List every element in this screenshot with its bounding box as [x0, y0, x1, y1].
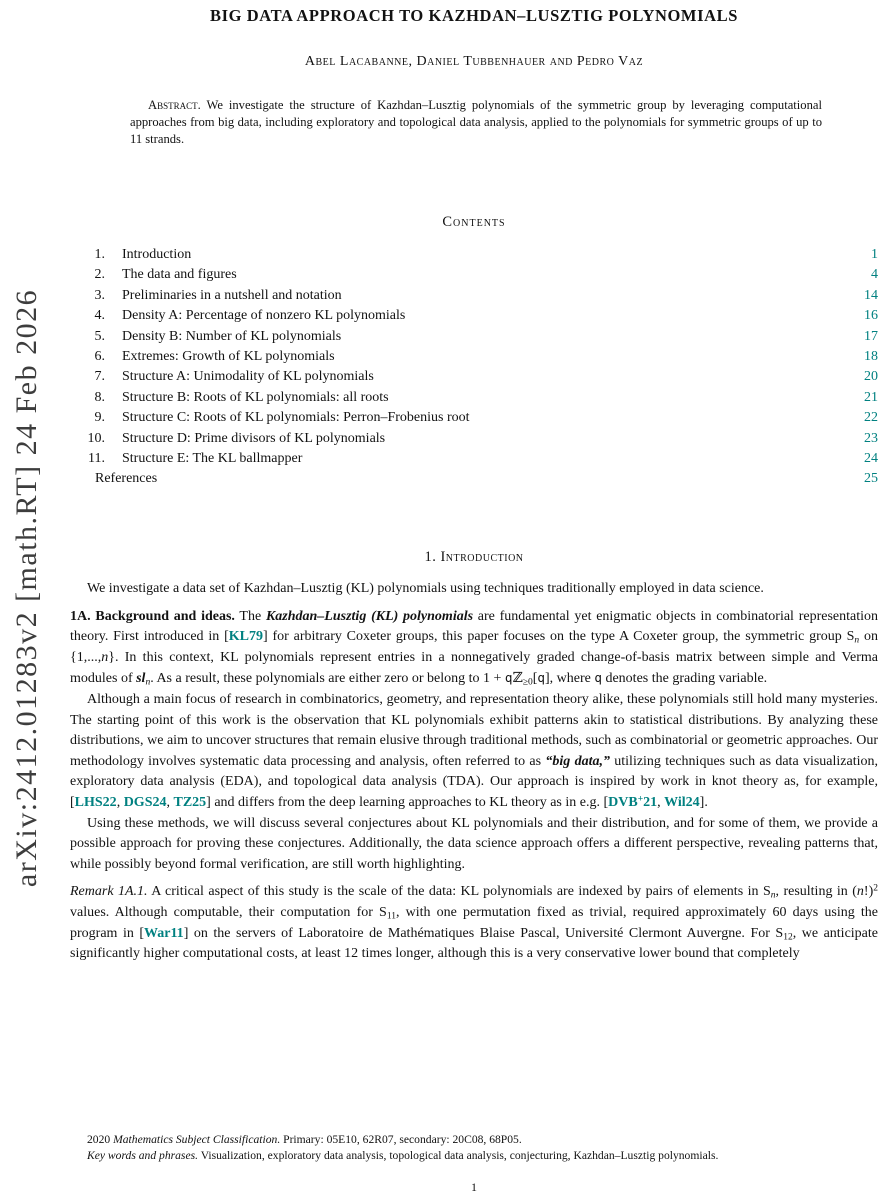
text-segment: 2 — [873, 883, 879, 894]
text-segment: We investigate the structure of Kazhdan–Lusztig polynomials of the symmetric group by leveraging computational approaches from big data, including exploratory and topological data analysis, applied to the polynomials for symmetric groups of up to 11 strands. — [130, 98, 822, 147]
toc-item[interactable] — [70, 327, 878, 347]
text-segment: , resulting in ( — [775, 884, 857, 900]
footnotes — [70, 1132, 878, 1164]
text-segment: We investigate a data set of Kazhdan–Lusztig (KL) polynomials using techniques traditionally employed in data science. — [87, 581, 764, 596]
text-segment: }. In this context, KL polynomials represent entries in a nonnegatively graded change-of-basis matrix between simple and Verma modules of — [70, 649, 878, 687]
page-number: 1 — [471, 1180, 477, 1194]
toc-entry-page[interactable]: 14 — [864, 287, 878, 303]
contents-heading: Contents — [442, 214, 506, 230]
toc-entry-number: 11. — [88, 451, 105, 467]
toc-entry-page[interactable]: 16 — [864, 308, 878, 324]
text-segment: n — [145, 678, 151, 689]
toc-entry-number: 9. — [94, 410, 105, 426]
text-segment: denotes the grading variable. — [601, 671, 768, 687]
toc-entry-page[interactable]: 4 — [871, 267, 878, 283]
body-text — [70, 579, 878, 965]
text-segment: !) — [863, 884, 874, 900]
text-segment: are fundamental yet enigmatic objects in combinatorial representation theory. First introduced in [ — [70, 608, 878, 645]
text-segment: Primary: 05E10, 62R07, secondary: 20C08, 68P05. — [280, 1133, 522, 1146]
citation-link[interactable]: DVB — [608, 794, 638, 810]
text-segment: Abstract. — [148, 98, 201, 112]
toc-entry-number: 1. — [94, 247, 105, 262]
toc-item[interactable] — [70, 408, 878, 428]
toc-entry-label: Density B: Number of KL polynomials — [122, 328, 342, 344]
text-segment: on {1,..., — [70, 629, 879, 665]
paper-authors: Abel Lacabanne, Daniel Tubbenhauer and Pedro Vaz — [304, 54, 644, 69]
text-segment: The — [234, 608, 266, 624]
text-segment: 1A. — [70, 608, 96, 624]
text-segment: q — [537, 670, 545, 686]
paragraph-remark — [70, 882, 878, 964]
text-segment: , with one permutation fixed as trivial, required approximately 60 days using the program in [ — [70, 904, 878, 941]
text-segment: Key words and phrases. — [87, 1149, 199, 1163]
paragraph-intro — [70, 579, 878, 600]
toc-item[interactable] — [70, 469, 878, 489]
text-segment: ]. — [699, 794, 708, 810]
text-segment: ] and differs from the deep learning approaches to KL theory as in e.g. [ — [206, 794, 609, 810]
toc-item[interactable] — [70, 429, 878, 449]
toc-item[interactable] — [70, 367, 878, 387]
toc-item[interactable] — [70, 388, 878, 408]
toc-entry-number: 2. — [94, 267, 105, 283]
arxiv-banner: arXiv:2412.01283v2 [math.RT] 24 Feb 2026 — [10, 288, 43, 888]
text-segment: 11 — [386, 911, 396, 922]
toc-entry-page[interactable]: 24 — [864, 451, 878, 467]
abstract — [130, 97, 822, 149]
text-segment: n — [101, 649, 109, 665]
toc-entry-page[interactable]: 1 — [871, 247, 878, 262]
toc-item[interactable] — [70, 265, 878, 285]
text-segment: , — [657, 794, 665, 810]
footnote-keywords — [70, 1148, 878, 1164]
text-segment: values. Although computable, their computation for S — [70, 904, 387, 920]
text-segment: Using these methods, we will discuss several conjectures about KL polynomials and their distribution, and for some of them, we provide a possible approach for proving these conjectures. Additionally, the data science approach offers a different perspective, revealing patterns that, while possibly beyond formal verification, are still worth highlighting. — [70, 815, 878, 872]
text-segment: Visualization, exploratory data analysis, topological data analysis, conjecturing, Kazhdan–Lusztig polynomials. — [198, 1149, 719, 1163]
toc-item[interactable] — [70, 306, 878, 326]
toc-item[interactable] — [70, 347, 878, 367]
toc-entry-page[interactable]: 20 — [864, 369, 878, 385]
text-segment: ] for arbitrary Coxeter groups, this paper focuses on the type A Coxeter group, the symmetric group S — [263, 629, 855, 645]
text-segment: , — [116, 794, 124, 810]
text-segment: n — [770, 890, 776, 901]
toc-entry-page[interactable]: 18 — [864, 349, 878, 365]
toc-entry-label: References — [95, 471, 158, 487]
text-segment: n — [854, 635, 860, 646]
toc-entry-page[interactable]: 22 — [864, 410, 878, 426]
toc-item[interactable] — [70, 286, 878, 306]
toc-entry-label: Structure B: Roots of KL polynomials: all roots — [122, 389, 389, 405]
text-segment: , we anticipate significantly higher computational costs, at least 12 times longer, although this is a very conservative lower bound that completely — [70, 925, 878, 962]
text-segment: [ — [532, 671, 538, 687]
toc-entry-label: Structure C: Roots of KL polynomials: Perron–Frobenius root — [122, 410, 470, 426]
text-segment: Remark 1A.1. — [70, 884, 148, 900]
toc-entry-label: The data and figures — [122, 267, 237, 283]
toc-entry-number: 6. — [94, 349, 105, 365]
text-segment: Mathematics Subject Classification. — [113, 1133, 281, 1146]
text-segment: . As a result, these polynomials are either zero or belong to 1 + — [150, 671, 505, 687]
citation-link[interactable]: Wil24 — [664, 794, 700, 810]
citation-link[interactable]: LHS22 — [74, 794, 117, 810]
toc-entry-label: Extremes: Growth of KL polynomials — [122, 349, 335, 365]
text-segment: n — [856, 884, 864, 900]
toc-entry-label: Density A: Percentage of nonzero KL polynomials — [122, 308, 406, 324]
text-segment: , — [166, 794, 174, 810]
toc-entry-number: 10. — [87, 430, 105, 446]
citation-link[interactable]: DGS24 — [123, 794, 167, 810]
toc-entry-number: 5. — [94, 328, 105, 344]
text-segment: ], where — [545, 671, 595, 687]
toc-entry-page[interactable]: 17 — [864, 328, 878, 344]
toc-entry-label: Structure D: Prime divisors of KL polynomials — [122, 430, 386, 446]
text-segment: ] on the servers of Laboratoire de Mathématiques Blaise Pascal, Université Clermont Auvergne. For S — [183, 925, 784, 941]
text-segment: sl — [136, 671, 146, 687]
text-segment: ℤ — [512, 671, 523, 687]
text-segment: ≥0 — [522, 678, 533, 689]
text-segment: Background and ideas. — [95, 608, 235, 624]
text-segment: 12 — [783, 932, 793, 943]
text-segment: q — [504, 670, 513, 686]
text-segment: Kazhdan–Lusztig (KL) polynomials — [265, 608, 474, 624]
toc-entry-label: Structure A: Unimodality of KL polynomials — [122, 369, 374, 385]
text-segment: Although a main focus of research in combinatorics, geometry, and representation theory alike, these polynomials still hold many mysteries. The starting point of this work is the observation that KL polynomials exhibit patterns akin to statistical distributions. By analyzing these distributions, we aim to uncover structures that remain elusive through traditional methods, such as combinatorial or geometric approaches. Our methodology involves systematic data processing and analysis, often referred to as — [70, 691, 878, 769]
table-of-contents — [70, 245, 878, 490]
text-segment: 2020 — [87, 1133, 114, 1146]
citation-link[interactable]: 21 — [643, 794, 658, 810]
paper-title: BIG DATA APPROACH TO KAZHDAN–LUSZTIG POLYNOMIALS — [209, 6, 738, 25]
toc-entry-number: 4. — [94, 308, 105, 324]
paragraph-conjectures — [70, 814, 878, 876]
text-segment: A critical aspect of this study is the scale of the data: KL polynomials are indexed by pairs of elements in S — [147, 884, 771, 900]
text-segment: “big data,” — [545, 753, 610, 769]
citation-link[interactable]: TZ25 — [173, 794, 207, 810]
toc-item[interactable] — [70, 245, 878, 265]
footnote-msc — [70, 1132, 878, 1148]
section-heading-introduction: 1. Introduction — [424, 549, 524, 565]
citation-link[interactable]: + — [637, 794, 644, 805]
paragraph-background — [70, 607, 878, 690]
toc-entry-page[interactable]: 21 — [864, 389, 878, 405]
paragraph-mysteries — [70, 690, 878, 814]
toc-entry-number: 7. — [94, 369, 105, 385]
text-segment: q — [594, 670, 602, 686]
toc-entry-label: Introduction — [122, 247, 192, 262]
toc-entry-page[interactable]: 23 — [864, 430, 878, 446]
text-segment: utilizing techniques such as data visualization, exploratory data analysis (EDA), and topological data analysis (TDA). Our approach is inspired by work in knot theory as, for example, [ — [70, 753, 878, 810]
toc-entry-number: 3. — [94, 287, 105, 303]
citation-link[interactable]: War11 — [144, 925, 184, 941]
toc-entry-number: 8. — [94, 389, 105, 405]
toc-entry-label: Structure E: The KL ballmapper — [122, 451, 303, 467]
toc-item[interactable] — [70, 449, 878, 469]
citation-link[interactable]: KL79 — [228, 629, 264, 645]
toc-entry-page[interactable]: 25 — [864, 471, 878, 487]
toc-entry-label: Preliminaries in a nutshell and notation — [122, 287, 342, 303]
